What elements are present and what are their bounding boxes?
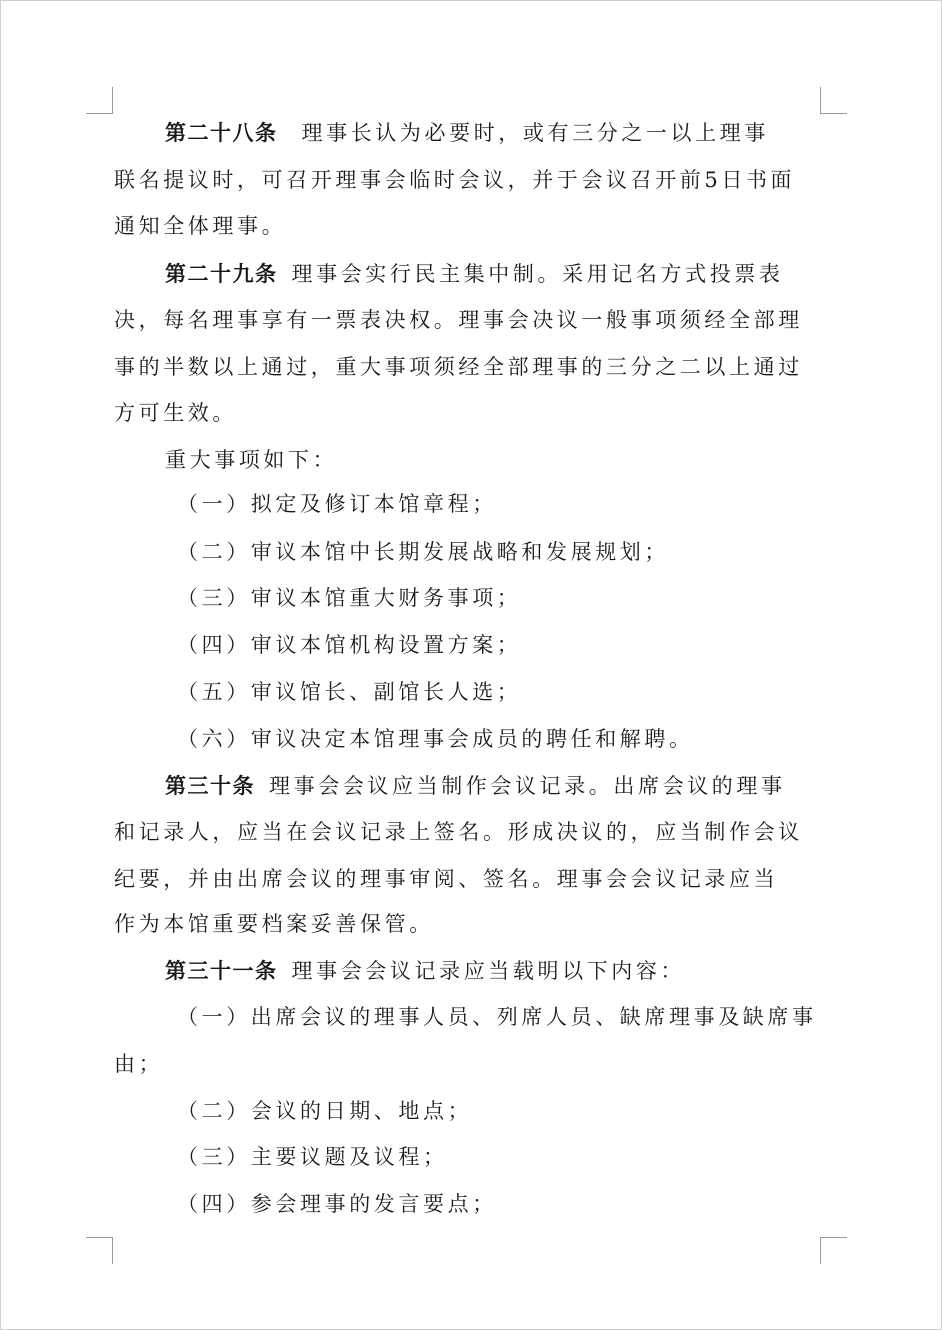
paragraph-text: 和记录人，应当在会议记录上签名。形成决议的，应当制作会议 <box>114 820 803 844</box>
article-28-line-1 <box>165 123 769 144</box>
list-item: （一）出席会议的理事人员、列席人员、缺席理事及缺席事 <box>177 1005 817 1029</box>
article-heading: 第三十条 <box>165 774 255 798</box>
paragraph-text: 理事会会议应当制作会议记录。出席会议的理事 <box>269 774 786 798</box>
list-item: （四）参会理事的发言要点； <box>177 1192 497 1216</box>
paragraph-text: 理事会会议记录应当载明以下内容： <box>291 959 686 983</box>
crop-mark-bottom-left <box>86 1237 113 1264</box>
list-item: （二）审议本馆中长期发展战略和发展规划； <box>177 540 669 564</box>
crop-mark-top-right <box>820 87 847 114</box>
article-28-line-2 <box>114 170 795 191</box>
list-item: （一）拟定及修订本馆章程； <box>177 492 497 516</box>
article-28-line-3 <box>114 216 286 237</box>
article-heading: 第二十八条 <box>165 121 278 145</box>
article-31-line-1 <box>165 961 685 982</box>
list-item: （三）审议本馆重大财务事项； <box>177 586 522 610</box>
paragraph-text: 重大事项如下： <box>165 448 338 472</box>
major-items-intro <box>165 450 337 471</box>
article-30-line-2 <box>114 822 803 843</box>
article-29-line-4 <box>114 403 237 424</box>
paragraph-text: 作为本馆重要档案妥善保管。 <box>114 912 434 936</box>
paragraph-text: 决，每名理事享有一票表决权。理事会决议一般事项须经全部理 <box>114 308 803 332</box>
article-heading: 第二十九条 <box>165 262 278 286</box>
paragraph-text: 通知全体理事。 <box>114 214 287 238</box>
list-item: （三）主要议题及议程； <box>177 1145 448 1169</box>
article-29-line-1 <box>165 264 784 285</box>
article-29-line-3 <box>114 357 803 378</box>
list-item: （二）会议的日期、地点； <box>177 1099 473 1123</box>
paragraph-text: 纪要，并由出席会议的理事审阅、签名。理事会会议记录应当 <box>114 867 779 891</box>
article-30-line-4 <box>114 914 434 935</box>
list-item: （六）审议决定本馆理事会成员的聘任和解聘。 <box>177 727 694 751</box>
list-item-continuation: 由； <box>114 1052 164 1076</box>
article-heading: 第三十一条 <box>165 959 278 983</box>
list-item: （五）审议馆长、副馆长人选； <box>177 680 522 704</box>
paragraph-text: 联名提议时，可召开理事会临时会议，并于会议召开前5日书面 <box>114 168 796 192</box>
paragraph-text: 理事长认为必要时，或有三分之一以上理事 <box>301 121 769 145</box>
article-30-line-3 <box>114 869 778 890</box>
paragraph-text: 理事会实行民主集中制。采用记名方式投票表 <box>291 262 784 286</box>
article-29-line-2 <box>114 310 803 331</box>
paragraph-text: 方可生效。 <box>114 401 237 425</box>
paragraph-text: 事的半数以上通过，重大事项须经全部理事的三分之二以上通过 <box>114 355 803 379</box>
crop-mark-bottom-right <box>820 1237 847 1264</box>
list-item: （四）审议本馆机构设置方案； <box>177 633 522 657</box>
crop-mark-top-left <box>86 87 113 114</box>
article-30-line-1 <box>165 776 786 797</box>
